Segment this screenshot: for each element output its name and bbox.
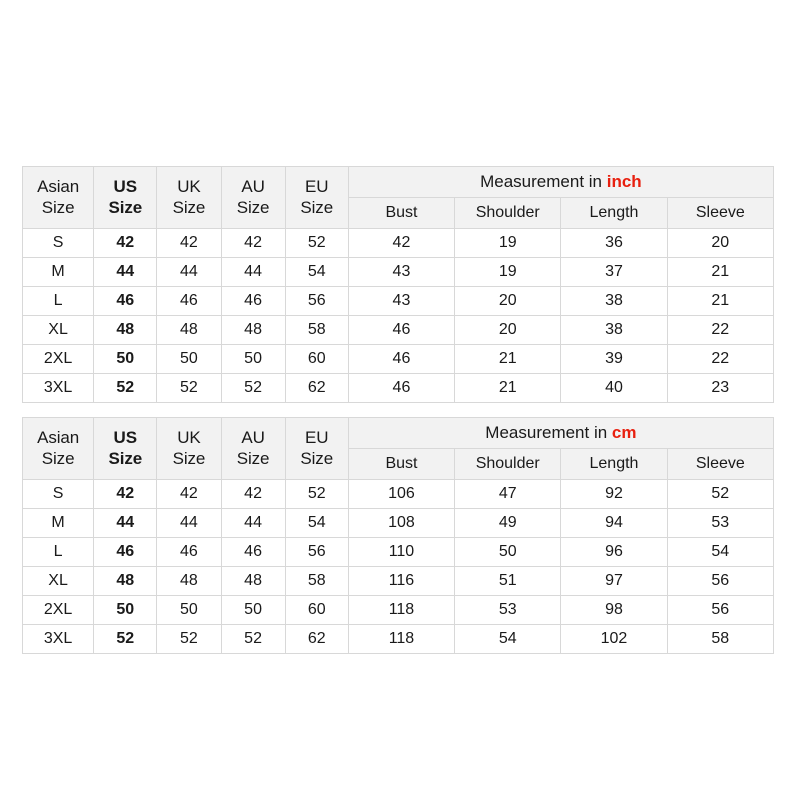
header-us-size-line1: US xyxy=(113,427,137,447)
cell-us: 52 xyxy=(94,625,157,654)
cell-bust: 43 xyxy=(348,258,454,287)
cell-us: 50 xyxy=(94,596,157,625)
header-au-size-line1: AU xyxy=(241,427,265,447)
cell-uk: 46 xyxy=(157,287,221,316)
cell-eu: 54 xyxy=(285,258,348,287)
cell-uk: 44 xyxy=(157,509,221,538)
table-header-row-primary xyxy=(23,418,774,449)
cell-shoulder: 54 xyxy=(455,625,561,654)
cell-shoulder: 21 xyxy=(455,345,561,374)
size-table-inch-body xyxy=(23,229,774,403)
cell-us: 46 xyxy=(94,287,157,316)
size-table-cm xyxy=(22,417,774,654)
cell-sleeve: 54 xyxy=(667,538,773,567)
cell-length: 98 xyxy=(561,596,667,625)
cell-au: 50 xyxy=(221,596,285,625)
cell-us: 48 xyxy=(94,567,157,596)
table-row xyxy=(23,374,774,403)
cell-eu: 60 xyxy=(285,345,348,374)
cell-length: 36 xyxy=(561,229,667,258)
cell-sleeve: 56 xyxy=(667,567,773,596)
cell-bust: 116 xyxy=(348,567,454,596)
cell-sleeve: 58 xyxy=(667,625,773,654)
cell-sleeve: 22 xyxy=(667,345,773,374)
cell-asian: L xyxy=(23,287,94,316)
header-uk-size-line2: Size xyxy=(172,197,206,217)
cell-us: 44 xyxy=(94,509,157,538)
cell-sleeve: 21 xyxy=(667,258,773,287)
table-row xyxy=(23,538,774,567)
header-us-size-line2: Size xyxy=(108,197,143,217)
cell-us: 52 xyxy=(94,374,157,403)
cell-uk: 50 xyxy=(157,345,221,374)
header-uk-size-line2: Size xyxy=(172,448,206,468)
header-uk-size xyxy=(157,167,221,229)
cell-au: 44 xyxy=(221,258,285,287)
cell-uk: 42 xyxy=(157,229,221,258)
header-us-size-line1: US xyxy=(113,176,137,196)
header-length: Length xyxy=(561,198,667,229)
table-row xyxy=(23,229,774,258)
header-au-size-line1: AU xyxy=(241,176,265,196)
cell-au: 48 xyxy=(221,567,285,596)
cell-us: 46 xyxy=(94,538,157,567)
cell-asian: L xyxy=(23,538,94,567)
cell-au: 44 xyxy=(221,509,285,538)
cell-eu: 58 xyxy=(285,567,348,596)
cell-au: 46 xyxy=(221,538,285,567)
cell-eu: 62 xyxy=(285,374,348,403)
header-asian-size-line1: Asian xyxy=(37,176,80,196)
table-row xyxy=(23,567,774,596)
cell-uk: 48 xyxy=(157,316,221,345)
cell-length: 38 xyxy=(561,287,667,316)
header-eu-size xyxy=(285,418,348,480)
cell-shoulder: 19 xyxy=(455,229,561,258)
header-bust: Bust xyxy=(348,449,454,480)
cell-bust: 108 xyxy=(348,509,454,538)
header-length: Length xyxy=(561,449,667,480)
cell-asian: S xyxy=(23,229,94,258)
table-row xyxy=(23,480,774,509)
cell-bust: 46 xyxy=(348,316,454,345)
cell-shoulder: 20 xyxy=(455,287,561,316)
cell-shoulder: 21 xyxy=(455,374,561,403)
cell-au: 42 xyxy=(221,480,285,509)
cell-shoulder: 50 xyxy=(455,538,561,567)
header-uk-size-line1: UK xyxy=(177,176,201,196)
cell-au: 48 xyxy=(221,316,285,345)
header-uk-size xyxy=(157,418,221,480)
cell-length: 92 xyxy=(561,480,667,509)
cell-asian: 2XL xyxy=(23,345,94,374)
table-row xyxy=(23,345,774,374)
header-uk-size-line1: UK xyxy=(177,427,201,447)
cell-length: 38 xyxy=(561,316,667,345)
cell-asian: M xyxy=(23,509,94,538)
cell-shoulder: 49 xyxy=(455,509,561,538)
cell-asian: 3XL xyxy=(23,374,94,403)
measurement-title-prefix: Measurement in xyxy=(485,423,612,442)
measurement-title-cm xyxy=(348,418,773,449)
cell-sleeve: 22 xyxy=(667,316,773,345)
cell-bust: 43 xyxy=(348,287,454,316)
cell-length: 97 xyxy=(561,567,667,596)
cell-length: 37 xyxy=(561,258,667,287)
cell-au: 50 xyxy=(221,345,285,374)
size-table-inch xyxy=(22,166,774,403)
cell-uk: 50 xyxy=(157,596,221,625)
cell-eu: 52 xyxy=(285,480,348,509)
table-row xyxy=(23,509,774,538)
cell-eu: 54 xyxy=(285,509,348,538)
header-eu-size-line1: EU xyxy=(305,176,329,196)
header-asian-size-line2: Size xyxy=(41,448,75,468)
cell-sleeve: 53 xyxy=(667,509,773,538)
cell-shoulder: 47 xyxy=(455,480,561,509)
header-us-size-line2: Size xyxy=(108,448,143,468)
cell-uk: 46 xyxy=(157,538,221,567)
cell-shoulder: 51 xyxy=(455,567,561,596)
cell-shoulder: 20 xyxy=(455,316,561,345)
header-eu-size-line1: EU xyxy=(305,427,329,447)
size-table-cm-body xyxy=(23,480,774,654)
cell-shoulder: 19 xyxy=(455,258,561,287)
cell-eu: 58 xyxy=(285,316,348,345)
header-au-size-line2: Size xyxy=(236,197,270,217)
cell-length: 96 xyxy=(561,538,667,567)
size-tables-container xyxy=(22,166,774,654)
header-asian-size-line2: Size xyxy=(41,197,75,217)
cell-bust: 106 xyxy=(348,480,454,509)
table-row xyxy=(23,287,774,316)
cell-asian: S xyxy=(23,480,94,509)
cell-uk: 52 xyxy=(157,625,221,654)
cell-uk: 48 xyxy=(157,567,221,596)
cell-au: 52 xyxy=(221,625,285,654)
cell-length: 39 xyxy=(561,345,667,374)
cell-uk: 44 xyxy=(157,258,221,287)
header-eu-size-line2: Size xyxy=(300,197,334,217)
cell-us: 48 xyxy=(94,316,157,345)
header-shoulder: Shoulder xyxy=(455,449,561,480)
cell-length: 102 xyxy=(561,625,667,654)
cell-sleeve: 23 xyxy=(667,374,773,403)
cell-asian: XL xyxy=(23,316,94,345)
cell-eu: 52 xyxy=(285,229,348,258)
cell-sleeve: 52 xyxy=(667,480,773,509)
cell-sleeve: 56 xyxy=(667,596,773,625)
measurement-unit-cm: cm xyxy=(611,423,637,442)
measurement-unit-inch: inch xyxy=(606,172,642,191)
header-eu-size-line2: Size xyxy=(300,448,334,468)
cell-length: 40 xyxy=(561,374,667,403)
cell-us: 42 xyxy=(94,480,157,509)
cell-us: 50 xyxy=(94,345,157,374)
header-asian-size xyxy=(23,418,94,480)
header-shoulder: Shoulder xyxy=(455,198,561,229)
cell-sleeve: 20 xyxy=(667,229,773,258)
cell-uk: 52 xyxy=(157,374,221,403)
cell-asian: 2XL xyxy=(23,596,94,625)
cell-eu: 56 xyxy=(285,287,348,316)
cell-bust: 42 xyxy=(348,229,454,258)
header-au-size-line2: Size xyxy=(236,448,270,468)
cell-bust: 110 xyxy=(348,538,454,567)
cell-shoulder: 53 xyxy=(455,596,561,625)
cell-au: 46 xyxy=(221,287,285,316)
header-au-size xyxy=(221,167,285,229)
cell-asian: XL xyxy=(23,567,94,596)
measurement-title-inch xyxy=(348,167,773,198)
header-au-size xyxy=(221,418,285,480)
cell-au: 42 xyxy=(221,229,285,258)
header-sleeve: Sleeve xyxy=(667,449,773,480)
table-row xyxy=(23,596,774,625)
cell-asian: M xyxy=(23,258,94,287)
header-asian-size xyxy=(23,167,94,229)
cell-us: 44 xyxy=(94,258,157,287)
cell-bust: 118 xyxy=(348,596,454,625)
cell-eu: 56 xyxy=(285,538,348,567)
measurement-title-prefix: Measurement in xyxy=(480,172,607,191)
cell-eu: 62 xyxy=(285,625,348,654)
header-asian-size-line1: Asian xyxy=(37,427,80,447)
header-sleeve: Sleeve xyxy=(667,198,773,229)
table-row xyxy=(23,625,774,654)
header-eu-size xyxy=(285,167,348,229)
cell-asian: 3XL xyxy=(23,625,94,654)
header-us-size xyxy=(94,418,157,480)
cell-uk: 42 xyxy=(157,480,221,509)
cell-bust: 46 xyxy=(348,345,454,374)
header-bust: Bust xyxy=(348,198,454,229)
cell-bust: 118 xyxy=(348,625,454,654)
cell-au: 52 xyxy=(221,374,285,403)
cell-eu: 60 xyxy=(285,596,348,625)
header-us-size xyxy=(94,167,157,229)
cell-length: 94 xyxy=(561,509,667,538)
cell-us: 42 xyxy=(94,229,157,258)
table-row xyxy=(23,316,774,345)
cell-sleeve: 21 xyxy=(667,287,773,316)
table-header-row-primary xyxy=(23,167,774,198)
cell-bust: 46 xyxy=(348,374,454,403)
table-row xyxy=(23,258,774,287)
